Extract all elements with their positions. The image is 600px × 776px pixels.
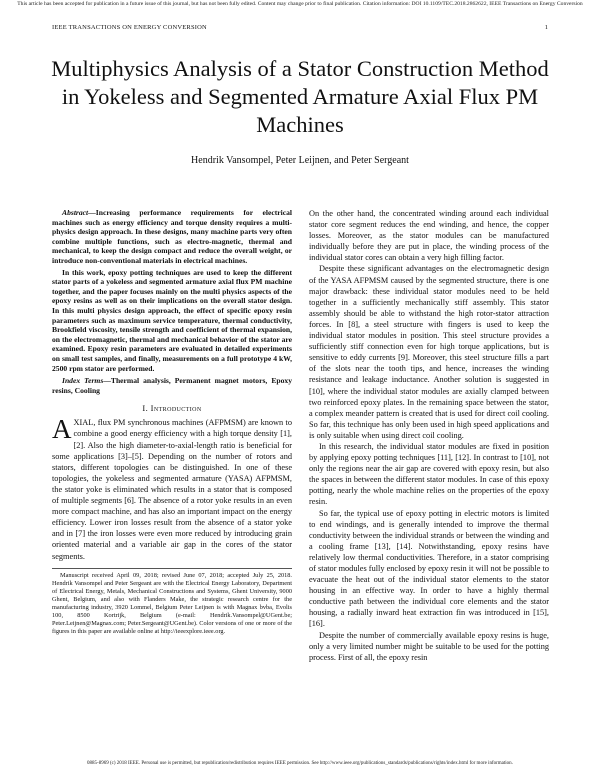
paper-title: Multiphysics Analysis of a Stator Construction Method in Yokeless and Segmented Armature Axial Flux PM Machines — [51, 56, 549, 137]
abstract-paragraph-2: In this work, epoxy potting techniques are used to keep the different stator parts of a yokeless and segmented armature axial flux PM machine together, and the paper focuses mainly on the multi physics aspects of the epoxy resins as well as on their implications on the overall stator design. In this multi physics design approach, the effect of specific epoxy resin parameters such as maximum service temperature, thermal conductivity, Brookfield viscosity, tensile strength and coefficient of thermal expansion, on the electromagnetic, thermal and mechanical behavior of the stator are examined. Epoxy resin parameters are evaluated in detailed experiments on small test samples, and finally, measurements on a full prototype 4 kW, 2500 rpm stator are performed. — [52, 267, 292, 373]
intro-paragraph-1 — [52, 414, 292, 561]
right-column — [309, 208, 549, 663]
body-paragraph-3: In this research, the individual stator modules are fixed in position by applying epoxy potting techniques [11], [12]. In contrast to [10], not only the regions near the air gap are covered with epoxy resin, but also the spaces in between the different stator modules. In case of this epoxy potting, nearly the whole machine relies on the properties of the epoxy resin. — [309, 441, 549, 507]
index-terms-text: —Thermal analysis, Permanent magnet motors, Epoxy resins, Cooling — [52, 376, 293, 395]
index-terms-label: Index Terms — [62, 376, 104, 386]
body-paragraph-4: So far, the typical use of epoxy potting in electric motors is limited to end windings, and is generally intended to improve the thermal conductivity between the individual strands or between the winding and a cooling frame [13], [14]. Notwithstanding, epoxy resins have relatively low thermal conductivities. Therefore, in a stator comprising of stator modules fully enclosed by epoxy resin it will not be possible to evacuate the heat out of the individual stator elements to the stator housing in an effective way. In order to have a highly thermal conductive path between the individual core elements and the stator housing, a radially inward heat extraction fin was introduced in [15], [16]. — [309, 508, 549, 629]
copyright-footer: 0885-8969 (c) 2018 IEEE. Personal use is permitted, but republication/redistribution requires IEEE permission. See http://www.ieee.org/publications_standards/publications/rights/index.html for more information. — [87, 761, 513, 766]
running-head: IEEE TRANSACTIONS ON ENERGY CONVERSION — [52, 24, 207, 31]
abstract-paragraph-1: —Increasing performance requirements for electrical machines such as energy efficiency and torque density requires a multi-physics design approach. In these designs, many machine parts very often combine multiple functions, such as electro-magnetic, thermal and mechanical, to keep the design compact and reduce the overall weight, or introduce non-conventional materials in electrical machines. — [52, 208, 292, 265]
intro-paragraph-1-text: XIAL, flux PM synchronous machines (AFPMSM) are known to combine a good energy efficiency with a high torque density [1], [2]. Also the high diameter-to-axial-length ratio is beneficial for some applications [3]–[5]. Depending on the number of rotors and stators, different topologies can be distinguished. In one of these topologies, the yokeless and segmented armature (YASA) AFPMSM, the stator yoke is eliminated which results in a stator that is composed of multiple segments [6]. The absence of a rotor yoke results in an even more compact machine, and has also an important impact on the energy efficiency. Lower iron losses result from the absence of a stator yoke and in [7] the iron losses were even more reduced by introducing grain oriented material and a variable air gap in the cores of the stator segments. — [52, 418, 292, 561]
index-terms — [52, 376, 292, 395]
author-list: Hendrik Vansompel, Peter Leijnen, and Peter Sergeant — [191, 155, 409, 166]
section-heading-introduction: I. Introduction — [142, 403, 202, 414]
publication-notice: This article has been accepted for publication in a future issue of this journal, but has not been fully edited. Content may change prior to final publication. Citation information: DOI 10.1109/TEC.2018.2862622, IEEE Transactions on Energy Conversion — [17, 1, 583, 7]
left-column — [52, 208, 292, 636]
body-paragraph-1: On the other hand, the concentrated winding around each individual stator core segment reduces the end winding, and hence, the copper losses. Moreover, as the stator modules can be manufactured individually before they are put in place, the winding process of the individual stator cores can obtain a very high filling factor. — [309, 209, 549, 263]
abstract-label: Abstract — [62, 208, 89, 217]
drop-cap: A — [52, 414, 72, 445]
abstract — [52, 208, 292, 373]
body-paragraph-2: Despite these significant advantages on the electromagnetic design of the YASA AFPMSM caused by the segmented structure, there is one major drawback: these individual stator modules need to be held together in a sufficiently mechanically stiff assembly. This stator assembly should be able to withstand the high rotor-stator attraction forces. In [8], a steel structure with fingers is used to keep the individual stator modules in position. This steel structure provides a sufficiently stiff connection even for high torque applications, but is sensitive to eddy currents [9]. Moreover, this steel structure fills a part of the slots near the tooth tips, and hence, increases the winding resistance and leakage inductance. Another solution is suggested in [10], where the individual stator modules are axially clamped between two reinforced epoxy plates. In the remaining space between the stator, a complex meander pattern is created that is used for direct coil cooling. So far, this technique has only been used in high speed applications and is only suitable when using direct coil cooling. — [309, 264, 549, 440]
body-paragraph-5: Despite the number of commercially available epoxy resins is huge, only a very limited number might be suitable to be used for the potting process. First of all, the epoxy resin — [309, 630, 549, 662]
page-number: 1 — [544, 24, 548, 31]
manuscript-footnote — [52, 568, 292, 636]
footnote-paragraph: Manuscript received April 09, 2018; revised June 07, 2018; accepted July 25, 2018. Hendrik Vansompel and Peter Sergeant are with the Electrical Energy Laboratory, Department of Electrical Energy, Metals, Mechanical Constructions and Systems, Ghent University, 9000 Ghent, Belgium, and also with Flanders Make, the strategic research centre for the manufacturing industry, 3920 Lommel, Belgium Peter Leijnen is with Magnax bvba, Evolis 100, 8500 Kortrijk, Belgium (e-mail: Hendrik.Vansompel@UGent.be; Peter.Leijnen@Magnax.com; Peter.Sergeant@UGent.be). Color versions of one or more of the figures in this paper are available online at http://ieeexplore.ieee.org. — [52, 571, 292, 635]
